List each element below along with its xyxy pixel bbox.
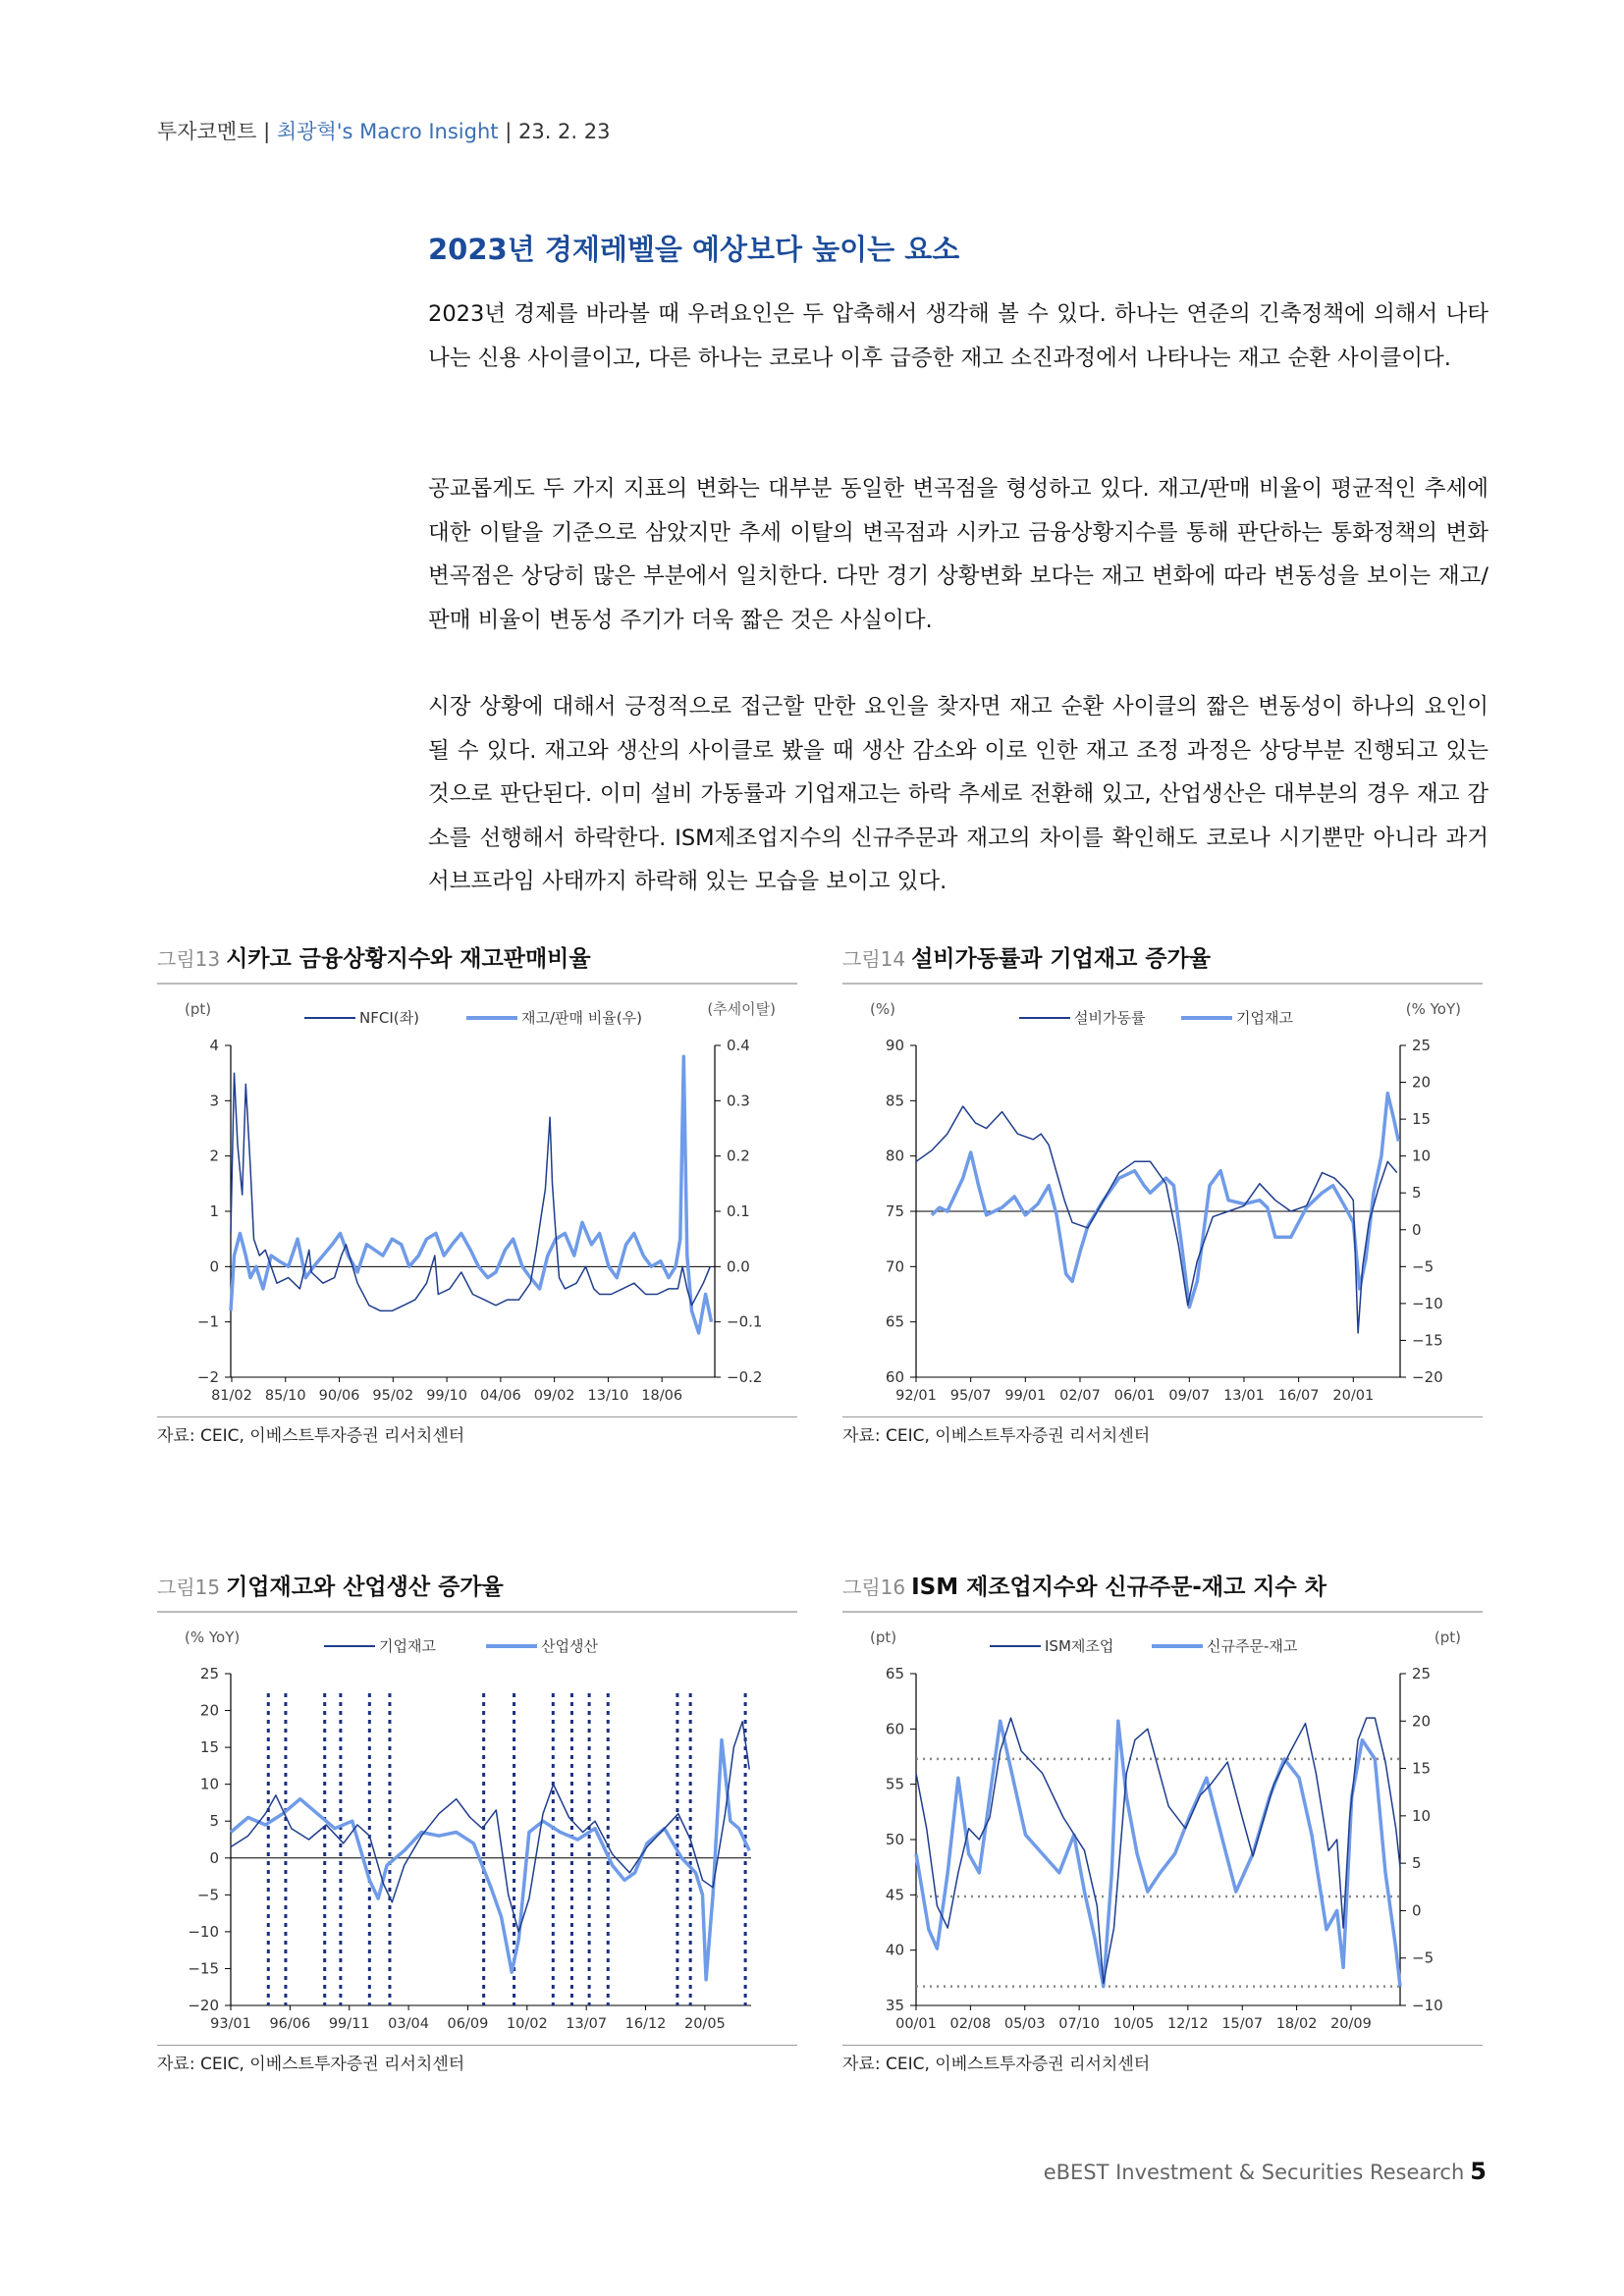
y-tick-label-left: 0 xyxy=(209,1257,219,1276)
y-tick-label-left: 25 xyxy=(199,1665,219,1682)
x-tick-label: 99/11 xyxy=(328,2016,370,2032)
figure-number: 그림16 xyxy=(842,1575,906,1599)
y-tick-label-right: −0.1 xyxy=(727,1312,763,1331)
y-tick-label-left: 65 xyxy=(885,1312,904,1331)
y-tick-label-right: 0 xyxy=(1412,1220,1422,1239)
x-tick-label: 10/02 xyxy=(506,2016,548,2032)
y-tick-label-left: −10 xyxy=(188,1922,219,1941)
figure-14 xyxy=(842,940,1483,1446)
x-tick-label: 92/01 xyxy=(895,1388,937,1404)
y-tick-label-left: 50 xyxy=(885,1831,904,1848)
figure-title xyxy=(157,1569,797,1613)
y-tick-label-right: 0.0 xyxy=(727,1257,750,1276)
series-line xyxy=(231,1740,749,1980)
y-tick-label-left: 15 xyxy=(199,1738,219,1757)
legend-label: 재고/판매 비율(우) xyxy=(521,1009,642,1027)
y-tick-label-left: 5 xyxy=(209,1812,219,1831)
x-tick-label: 02/07 xyxy=(1059,1388,1101,1404)
legend-label: 기업재고 xyxy=(1236,1009,1293,1027)
x-tick-label: 05/03 xyxy=(1003,2016,1046,2032)
y-tick-label-right: 0.4 xyxy=(727,1037,750,1054)
figure-number: 그림14 xyxy=(842,947,906,971)
y-tick-label-left: 3 xyxy=(209,1092,219,1110)
x-tick-label: 00/01 xyxy=(895,2016,937,2032)
x-tick-label: 03/04 xyxy=(388,2016,429,2032)
y-tick-label-left: 4 xyxy=(209,1037,219,1054)
body-paragraph: 공교롭게도 두 가지 지표의 변화는 대부분 동일한 변곡점을 형성하고 있다. 재고/판매 비율이 평균적인 추세에 대한 이탈을 기준으로 삼았지만 추세 이탈의 변곡점과 시카고 금융상황지수를 통해 판단하는 통화정책의 변화 변곡점은 상당히 많은 부분에서 일치한다. 다만 경기 상황변화 보다는 재고 변화에 따라 변동성을 보이는 재고/판매 비율이 변동성 주기가 더욱 짧은 것은 사실이다. xyxy=(428,476,1489,633)
page-header xyxy=(157,116,611,145)
axis-unit-right: (pt) xyxy=(1434,1629,1461,1646)
x-tick-label: 10/05 xyxy=(1112,2016,1155,2032)
x-tick-label: 20/05 xyxy=(683,2016,726,2032)
axis-unit-right: (% YoY) xyxy=(1405,1000,1461,1018)
axis-unit-left: (pt) xyxy=(185,1000,212,1018)
y-tick-label-left: 40 xyxy=(885,1941,904,1959)
x-tick-label: 09/07 xyxy=(1168,1388,1211,1404)
y-tick-label-left: 2 xyxy=(209,1147,219,1165)
y-tick-label-right: 0 xyxy=(1412,1901,1422,1920)
figure-13 xyxy=(157,940,797,1446)
axis-unit-left: (%) xyxy=(870,1000,895,1018)
y-tick-label-right: 15 xyxy=(1412,1110,1432,1129)
y-tick-label-right: −5 xyxy=(1412,1257,1435,1276)
x-tick-label: 13/10 xyxy=(587,1388,629,1404)
figure-title-text: 설비가동률과 기업재고 증가율 xyxy=(911,946,1211,972)
legend-label: 설비가동률 xyxy=(1074,1009,1146,1027)
x-tick-label: 18/06 xyxy=(641,1388,683,1404)
y-tick-label-right: 5 xyxy=(1412,1184,1422,1202)
x-tick-label: 18/02 xyxy=(1275,2016,1318,2032)
y-tick-label-left: −5 xyxy=(196,1886,219,1904)
figure-title-text: ISM 제조업지수와 신규주문-재고 지수 차 xyxy=(911,1575,1326,1600)
legend-label: NFCI(좌) xyxy=(359,1009,419,1027)
footer-text: eBEST Investment & Securities Research xyxy=(1043,2161,1465,2184)
y-tick-label-right: 10 xyxy=(1412,1806,1432,1825)
figure-title-text: 시카고 금융상황지수와 재고판매비율 xyxy=(226,946,591,972)
x-tick-label: 90/06 xyxy=(318,1388,360,1404)
figure-number: 그림13 xyxy=(157,947,221,971)
y-tick-label-right: 20 xyxy=(1412,1712,1432,1731)
figure-16 xyxy=(842,1569,1483,2074)
x-tick-label: 15/07 xyxy=(1221,2016,1264,2032)
header-section: 투자코멘트 xyxy=(157,120,257,143)
chart-nfci-inventory-sales xyxy=(157,985,797,1416)
x-tick-label: 95/07 xyxy=(949,1388,992,1404)
body-paragraph: 2023년 경제를 바라볼 때 우려요인은 두 압축해서 생각해 볼 수 있다. 하나는 연준의 긴축정책에 의해서 나타나는 신용 사이클이고, 다른 하나는 코로나 이후 급증한 재고 소진과정에서 나타나는 재고 순환 사이클이다. xyxy=(428,301,1489,371)
y-tick-label-left: 60 xyxy=(885,1720,904,1738)
figure-source: 자료: CEIC, 이베스트투자증권 리서치센터 xyxy=(157,2045,797,2074)
header-sep: | xyxy=(263,120,271,143)
x-tick-label: 95/02 xyxy=(372,1388,414,1404)
y-tick-label-left: −15 xyxy=(188,1959,219,1978)
y-tick-label-right: 10 xyxy=(1412,1147,1432,1165)
x-tick-label: 13/01 xyxy=(1223,1388,1265,1404)
y-tick-label-left: 85 xyxy=(885,1092,904,1110)
figure-title-text: 기업재고와 산업생산 증가율 xyxy=(226,1575,504,1600)
y-tick-label-left: 20 xyxy=(199,1701,219,1720)
y-tick-label-right: −0.2 xyxy=(727,1368,763,1386)
y-tick-label-right: −15 xyxy=(1412,1331,1443,1350)
figure-number: 그림15 xyxy=(157,1575,221,1599)
y-tick-label-left: 0 xyxy=(209,1848,219,1867)
x-tick-label: 20/09 xyxy=(1330,2016,1372,2032)
y-tick-label-right: 0.2 xyxy=(727,1147,750,1165)
legend-label: 기업재고 xyxy=(379,1637,436,1655)
figure-15 xyxy=(157,1569,797,2074)
x-tick-label: 02/08 xyxy=(949,2016,992,2032)
chart-ism-orders-inventory xyxy=(842,1613,1483,2045)
y-tick-label-left: −20 xyxy=(188,1997,219,2014)
figure-source: 자료: CEIC, 이베스트투자증권 리서치센터 xyxy=(842,1416,1483,1446)
y-tick-label-right: −10 xyxy=(1412,1997,1443,2014)
y-tick-label-right: −20 xyxy=(1412,1368,1443,1386)
x-tick-label: 81/02 xyxy=(211,1388,252,1404)
y-tick-label-right: 25 xyxy=(1412,1037,1432,1054)
x-tick-label: 04/06 xyxy=(479,1388,521,1404)
chart-inventory-production xyxy=(157,1613,797,2045)
header-series: 최광혁's Macro Insight xyxy=(276,120,499,143)
y-tick-label-right: −10 xyxy=(1412,1294,1443,1312)
x-tick-label: 12/12 xyxy=(1166,2016,1209,2032)
y-tick-label-left: −1 xyxy=(196,1312,219,1331)
legend-label: ISM제조업 xyxy=(1045,1637,1114,1655)
series-line xyxy=(916,1721,1400,1986)
page-number: 5 xyxy=(1470,2158,1487,2185)
x-tick-label: 85/10 xyxy=(264,1388,306,1404)
x-tick-label: 99/01 xyxy=(1004,1388,1047,1404)
y-tick-label-left: 75 xyxy=(885,1202,904,1220)
header-date: 23. 2. 23 xyxy=(517,120,611,143)
y-tick-label-left: 10 xyxy=(199,1775,219,1793)
y-tick-label-right: −5 xyxy=(1412,1949,1435,1967)
y-tick-label-left: 45 xyxy=(885,1886,904,1904)
figure-title xyxy=(842,940,1483,985)
series-line xyxy=(916,1718,1400,1983)
y-tick-label-left: 65 xyxy=(885,1665,904,1682)
axis-unit-left: (pt) xyxy=(870,1629,897,1646)
y-tick-label-left: 90 xyxy=(885,1037,904,1054)
series-line xyxy=(231,1073,710,1310)
figure-source: 자료: CEIC, 이베스트투자증권 리서치센터 xyxy=(157,1416,797,1446)
x-tick-label: 06/09 xyxy=(447,2016,489,2032)
series-line xyxy=(932,1094,1399,1308)
y-tick-label-left: 70 xyxy=(885,1257,904,1276)
y-tick-label-right: 0.3 xyxy=(727,1092,750,1110)
y-tick-label-right: 15 xyxy=(1412,1759,1432,1778)
axis-unit-right: (추세이탈) xyxy=(707,1000,776,1018)
x-tick-label: 06/01 xyxy=(1113,1388,1156,1404)
legend-label: 신규주문-재고 xyxy=(1207,1637,1298,1655)
x-tick-label: 07/10 xyxy=(1058,2016,1101,2032)
y-tick-label-right: 5 xyxy=(1412,1854,1422,1873)
x-tick-label: 13/07 xyxy=(566,2016,608,2032)
series-line xyxy=(916,1106,1397,1333)
legend-label: 산업생산 xyxy=(541,1637,598,1655)
y-tick-label-left: 60 xyxy=(885,1368,904,1386)
x-tick-label: 96/06 xyxy=(269,2016,311,2032)
figure-title xyxy=(157,940,797,985)
y-tick-label-right: 20 xyxy=(1412,1073,1432,1092)
series-line xyxy=(231,1722,749,1932)
axis-unit-left: (% YoY) xyxy=(185,1629,241,1646)
y-tick-label-left: 80 xyxy=(885,1147,904,1165)
y-tick-label-left: 1 xyxy=(209,1202,219,1220)
figure-title xyxy=(842,1569,1483,1613)
figure-source: 자료: CEIC, 이베스트투자증권 리서치센터 xyxy=(842,2045,1483,2074)
x-tick-label: 20/01 xyxy=(1332,1388,1375,1404)
y-tick-label-left: 35 xyxy=(885,1997,904,2014)
page-footer xyxy=(1044,2158,1487,2185)
x-tick-label: 16/07 xyxy=(1277,1388,1320,1404)
body-paragraph: 시장 상황에 대해서 긍정적으로 접근할 만한 요인을 찾자면 재고 순환 사이클의 짧은 변동성이 하나의 요인이 될 수 있다. 재고와 생산의 사이클로 봤을 때 생산 감소와 이로 인한 재고 조정 과정은 상당부분 진행되고 있는 것으로 판단된다. 이미 설비 가동률과 기업재고는 하락 추세로 전환해 있고, 산업생산은 대부분의 경우 재고 감소를 선행해서 하락한다. ISM제조업지수의 신규주문과 재고의 차이를 확인해도 코로나 시기뿐만 아니라 과거 서브프라임 사태까지 하락해 있는 모습을 보이고 있다. xyxy=(428,694,1489,894)
x-tick-label: 99/10 xyxy=(426,1388,467,1404)
x-tick-label: 16/12 xyxy=(624,2016,667,2032)
y-tick-label-left: −2 xyxy=(196,1368,219,1386)
x-tick-label: 93/01 xyxy=(210,2016,251,2032)
y-tick-label-right: 0.1 xyxy=(727,1202,750,1220)
header-sep: | xyxy=(505,120,513,143)
y-tick-label-right: 25 xyxy=(1412,1665,1432,1682)
chart-capacity-inventory xyxy=(842,985,1483,1416)
section-heading: 2023년 경제레벨을 예상보다 높이는 요소 xyxy=(428,233,960,266)
y-tick-label-left: 55 xyxy=(885,1775,904,1793)
x-tick-label: 09/02 xyxy=(533,1388,575,1404)
